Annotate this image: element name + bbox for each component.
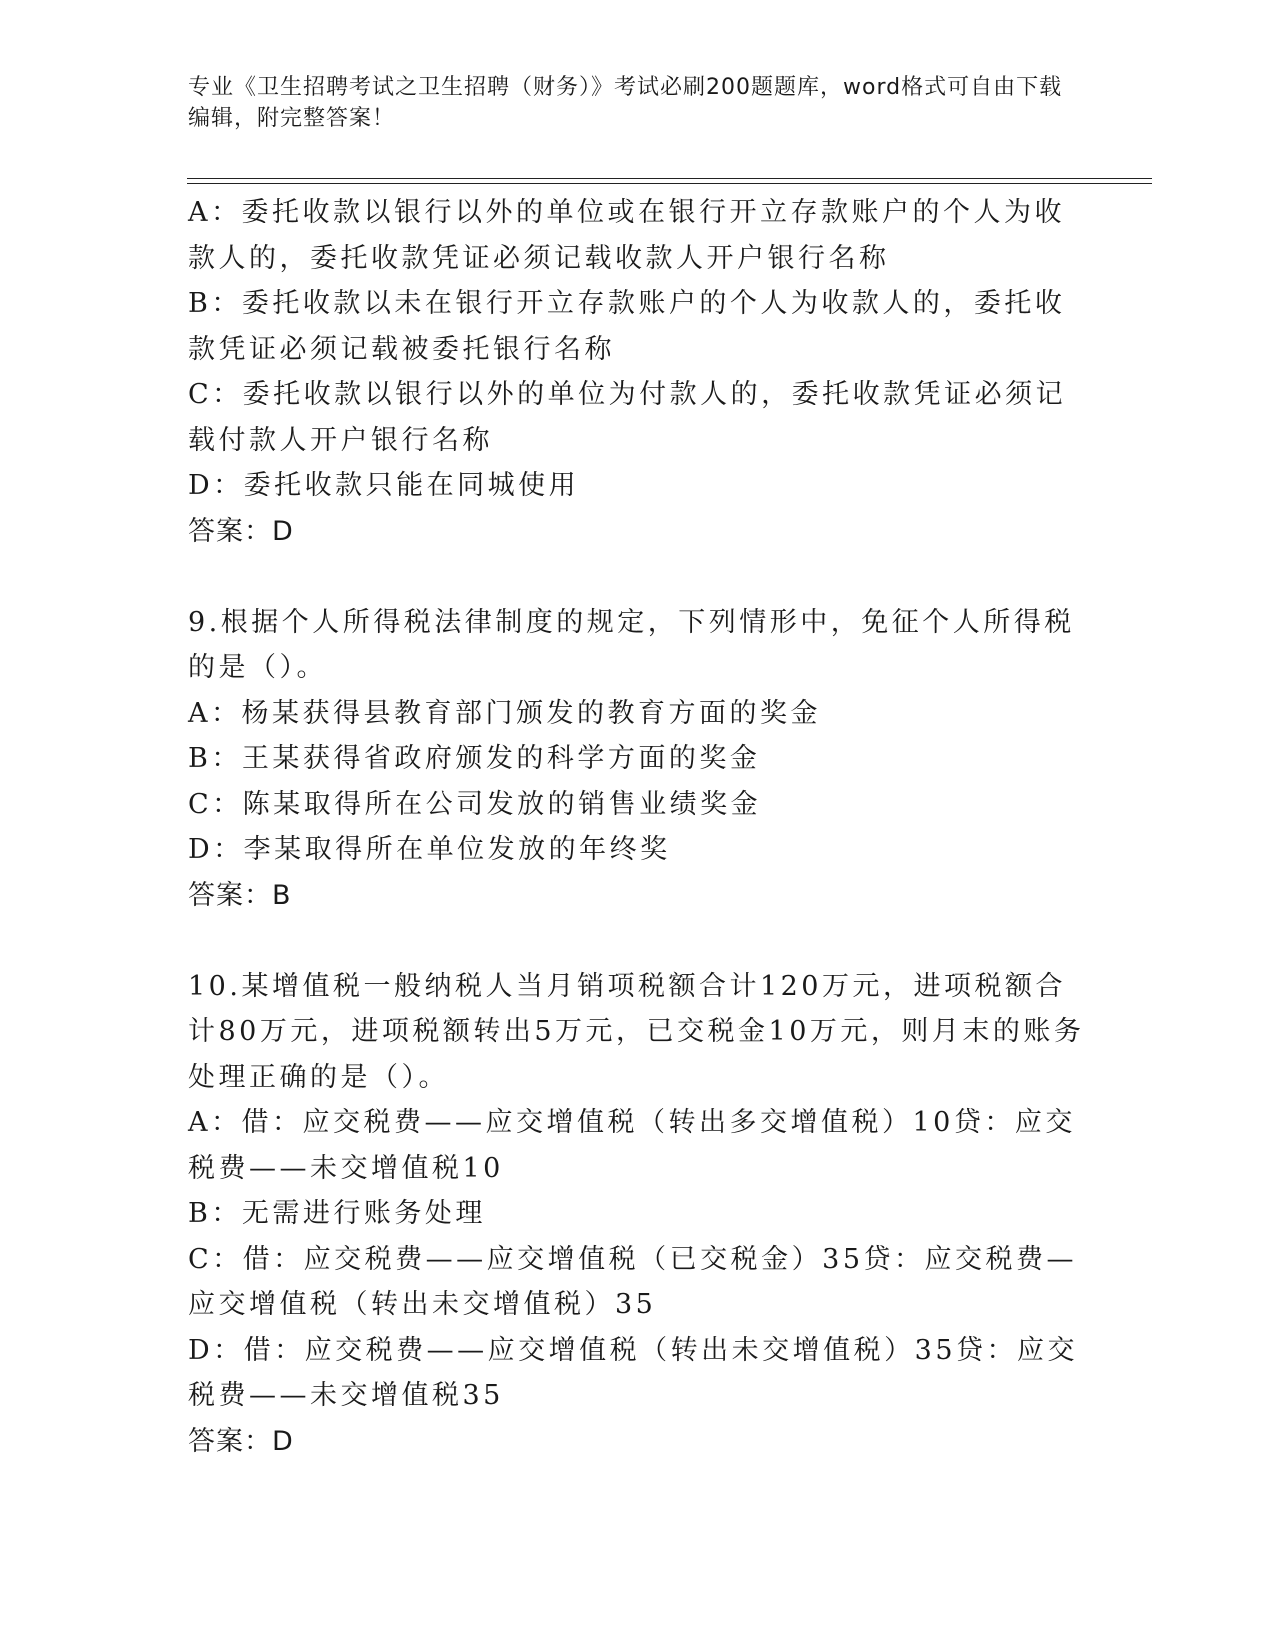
option-a: A：委托收款以银行以外的单位或在银行开立存款账户的个人为收款人的，委托收款凭证必须记载收款人开户银行名称 [188, 197, 1065, 274]
option-c: C：委托收款以银行以外的单位为付款人的，委托收款凭证必须记载付款人开户银行名称 [188, 379, 1067, 456]
answer-line: 答案：B [188, 879, 292, 911]
option-d: D：借：应交税费——应交增值税（转出未交增值税）35贷：应交税费——未交增值税35 [188, 1334, 1079, 1411]
option-d: D：李某取得所在单位发放的年终奖 [188, 834, 671, 865]
question-stem: 9.根据个人所得税法律制度的规定，下列情形中，免征个人所得税的是（）。 [188, 606, 1075, 683]
option-b: B：王某获得省政府颁发的科学方面的奖金 [188, 743, 761, 774]
question-spacer [188, 918, 1088, 964]
option-d: D：委托收款只能在同城使用 [188, 470, 580, 501]
question-8 [188, 190, 1088, 554]
question-list [188, 190, 1088, 1464]
option-a: A：借：应交税费——应交增值税（转出多交增值税）10贷：应交税费——未交增值税10 [188, 1107, 1076, 1184]
answer-line: 答案：D [188, 1425, 294, 1457]
document-header: 专业《卫生招聘考试之卫生招聘（财务）》考试必刷200题题库，word格式可自由下载编辑，附完整答案！ [188, 75, 1063, 131]
question-stem: 10.某增值税一般纳税人当月销项税额合计120万元，进项税额合计80万元，进项税额转出5万元，已交税金10万元，则月末的账务处理正确的是（）。 [188, 970, 1085, 1093]
option-b: B：无需进行账务处理 [188, 1198, 486, 1229]
header-divider-top [187, 178, 1152, 179]
option-c: C：借：应交税费——应交增值税（已交税金）35贷：应交税费—应交增值税（转出未交增值税）35 [188, 1243, 1078, 1320]
question-9 [188, 600, 1088, 919]
option-c: C：陈某取得所在公司发放的销售业绩奖金 [188, 788, 762, 820]
option-a: A：杨某获得县教育部门颁发的教育方面的奖金 [188, 697, 821, 729]
answer-line: 答案：D [188, 515, 294, 547]
question-spacer [188, 554, 1088, 600]
option-b: B：委托收款以未在银行开立存款账户的个人为收款人的，委托收款凭证必须记载被委托银行名称 [188, 288, 1066, 365]
question-10 [188, 964, 1088, 1465]
header-divider-bottom [187, 183, 1152, 184]
